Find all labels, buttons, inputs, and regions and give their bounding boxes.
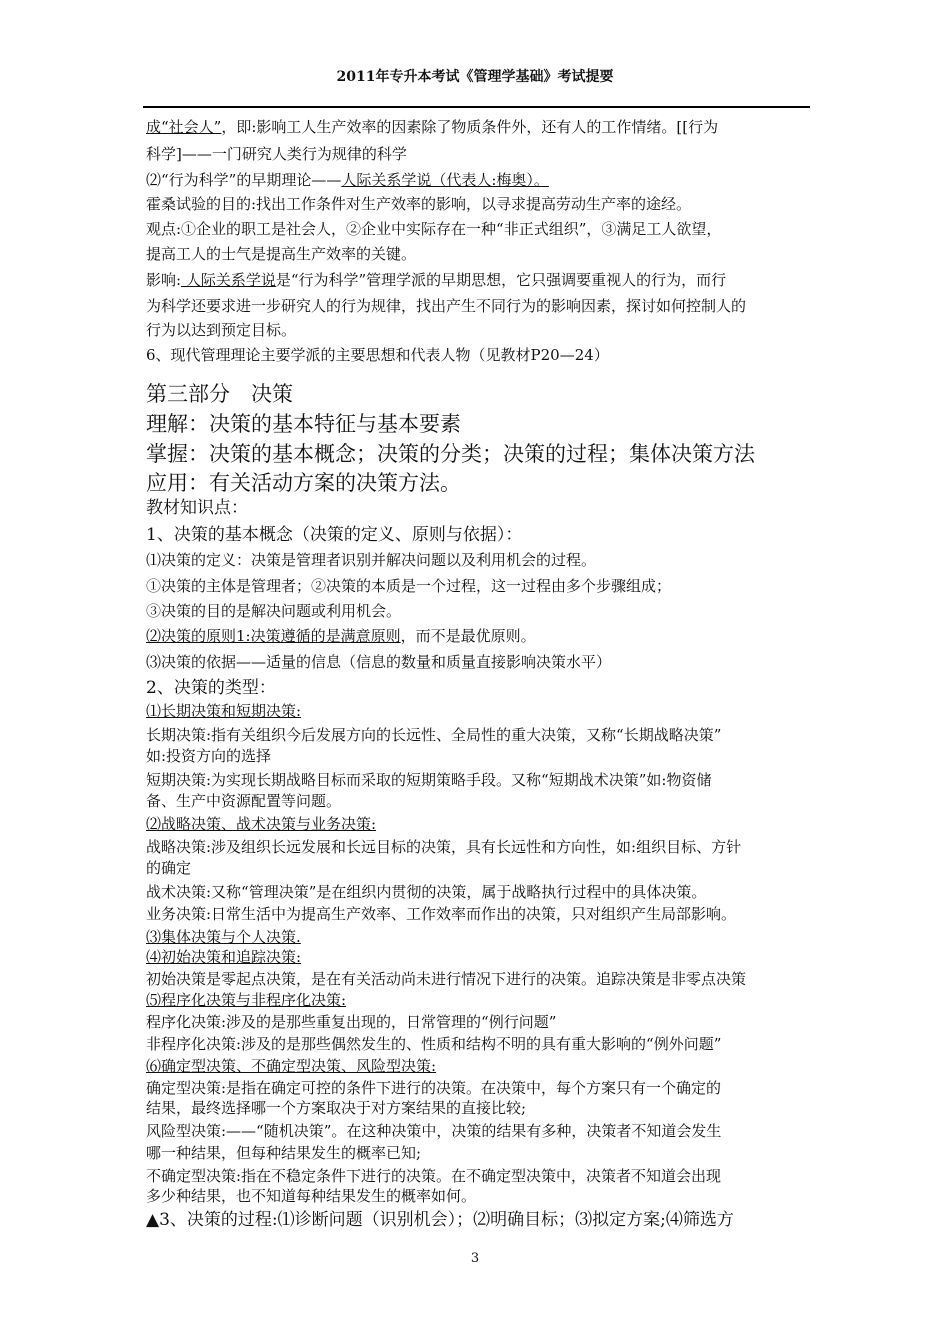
text-line (146, 270, 726, 290)
text-line (146, 194, 691, 214)
text-span: ③决策的目的是解决问题或利用机会。 (146, 602, 402, 620)
text-span: 影响: (146, 271, 182, 289)
text-line (146, 1056, 436, 1076)
text-line (146, 858, 191, 878)
underlined-text: ⑵战略决策、战术决策与业务决策: (146, 815, 377, 833)
text-line (146, 652, 611, 672)
text-line (146, 701, 301, 721)
text-span: 程序化决策:涉及的是那些重复出现的，日常管理的“例行问题” (146, 1013, 557, 1031)
text-line (146, 1121, 721, 1141)
text-line (146, 601, 401, 621)
text-line (146, 144, 407, 164)
text-line (146, 1098, 526, 1118)
text-span: 观点:①企业的职工是社会人，②企业中实际存在一种“非正式组织”，③满足工人欲望， (146, 220, 722, 238)
text-span: 战略决策:涉及组织长远发展和长远目标的决策，具有长远性和方向性，如:组织目标、方针 (146, 838, 742, 856)
text-line (146, 725, 721, 745)
text-line (146, 837, 741, 857)
text-span: 短期决策:为实现长期战略目标而采取的短期策略手段。又称“短期战术决策”如:物资储 (146, 771, 712, 789)
text-span: 是“行为科学”管理学派的早期思想，它只强调要重视人的行为，而行 (275, 271, 727, 289)
underlined-text: ⑶集体决策与个人决策. (146, 928, 301, 946)
text-span: 科学]——一门研究人类行为规律的科学 (146, 145, 407, 163)
underlined-text: ⑵决策的原则1:决策遵循的是满意原则 (146, 627, 401, 645)
text-line (146, 1012, 556, 1032)
text-span: 掌握：决策的基本概念；决策的分类；决策的过程；集体决策方法 (146, 442, 755, 466)
text-line (146, 550, 596, 570)
text-span: 战术决策:又称“管理决策”是在组织内贯彻的决策，属于战略执行过程中的具体决策。 (146, 883, 707, 901)
underlined-text: 人际关系学说（代表人:梅奥）。 (341, 171, 549, 189)
text-span: 备、生产中资源配置等问题。 (146, 792, 342, 810)
page-number: 3 (470, 1251, 480, 1266)
text-span: 6、现代管理理论主要学派的主要思想和代表人物（见教材P20—24） (146, 346, 609, 364)
text-line (146, 117, 718, 137)
text-line (146, 320, 296, 340)
text-line (146, 244, 416, 264)
text-line (146, 882, 706, 902)
text-span: 结果，最终选择哪一个方案取决于对方案结果的直接比较; (146, 1099, 527, 1117)
text-span: 多少种结果，也不知道每种结果发生的概率如何。 (146, 1187, 477, 1205)
text-span: 初始决策是零起点决策，是在有关活动尚未进行情况下进行的决策。追踪决策是非零点决策 (146, 970, 747, 988)
text-span: 的确定 (146, 859, 192, 877)
text-line (146, 410, 461, 438)
text-line (146, 947, 301, 967)
text-span: 业务决策:日常生活中为提高生产效率、工作效率而作出的决策，只对组织产生局部影响。 (146, 905, 737, 923)
text-line (146, 626, 536, 646)
underlined-text: ⑸程序化决策与非程序化决策: (146, 991, 347, 1009)
text-line (146, 814, 376, 834)
text-line (146, 904, 736, 924)
text-span: 2、决策的类型： (146, 678, 276, 698)
text-line (146, 1186, 476, 1206)
text-span: 教材知识点： (146, 498, 248, 518)
text-line (146, 791, 341, 811)
text-line (146, 170, 549, 190)
text-line (146, 296, 746, 316)
text-line (146, 1034, 721, 1054)
text-line (146, 469, 461, 497)
text-line (146, 524, 522, 546)
underlined-text: ⑷初始决策和追踪决策: (146, 948, 302, 966)
text-span: 霍桑试验的目的:找出工作条件对生产效率的影响，以寻求提高劳动生产率的途经。 (146, 195, 692, 213)
text-line (146, 969, 746, 989)
text-span: 应用：有关活动方案的决策方法。 (146, 471, 461, 495)
text-span: 理解：决策的基本特征与基本要素 (146, 412, 461, 436)
text-span: 如:投资方向的选择 (146, 747, 272, 765)
text-line (146, 677, 276, 699)
underlined-text: ⑴长期决策和短期决策: (146, 702, 302, 720)
text-span: 不确定型决策:指在不稳定条件下进行的决策。在不确定型决策中，决策者不知道会出现 (146, 1167, 722, 1185)
text-line (146, 345, 609, 365)
text-span: 哪一种结果，但每种结果发生的概率已知; (146, 1144, 422, 1162)
text-line (146, 380, 293, 408)
text-span: 为科学还要求进一步研究人的行为规律，找出产生不同行为的影响因素，探讨如何控制人的 (146, 297, 747, 315)
text-span: 行为以达到预定目标。 (146, 321, 297, 339)
text-line (146, 1209, 734, 1231)
text-span: ⑵“行为科学”的早期理论—— (146, 171, 342, 189)
text-span: ，而不是最优原则。 (400, 627, 536, 645)
text-line (146, 1078, 721, 1098)
header-rule (143, 106, 810, 108)
text-span: 长期决策:指有关组织今后发展方向的长远性、全局性的重大决策，又称“长期战略决策” (146, 726, 722, 744)
text-line (146, 576, 671, 596)
underlined-text: ⑹确定型决策、不确定型决策、风险型决策: (146, 1057, 437, 1075)
text-line (146, 746, 271, 766)
text-span: 提高工人的士气是提高生产效率的关键。 (146, 245, 417, 263)
text-span: 非程序化决策:涉及的是那些偶然发生的、性质和结构不明的具有重大影响的“例外问题” (146, 1035, 722, 1053)
text-line (146, 440, 755, 468)
text-line (146, 1143, 421, 1163)
text-span: ，即:影响工人生产效率的因素除了物质条件外，还有人的工作情绪。[[行为 (221, 118, 719, 136)
text-span: ▲3、决策的过程:⑴诊断问题（识别机会）；⑵明确目标；⑶拟定方案;⑷筛选方 (146, 1210, 734, 1230)
text-line (146, 927, 301, 947)
text-span: ⑴决策的定义：决策是管理者识别并解决问题以及利用机会的过程。 (146, 551, 597, 569)
underlined-text: 成“社会人” (146, 118, 222, 136)
text-span: 确定型决策:是指在确定可控的条件下进行的决策。在决策中，每个方案只有一个确定的 (146, 1079, 722, 1097)
text-line (146, 770, 711, 790)
text-span: 1、决策的基本概念（决策的定义、原则与依据）： (146, 525, 523, 545)
underlined-text: 人际关系学说 (181, 271, 276, 289)
text-line (146, 990, 346, 1010)
page-header: 2011年专升本考试《管理学基础》考试提要 (336, 69, 614, 85)
text-line (146, 1166, 721, 1186)
text-span: ⑶决策的依据——适量的信息（信息的数量和质量直接影响决策水平） (146, 653, 612, 671)
text-line (146, 497, 248, 519)
text-line (146, 219, 721, 239)
text-span: 第三部分 决策 (146, 382, 293, 406)
text-span: ①决策的主体是管理者；②决策的本质是一个过程，这一过程由多个步骤组成； (146, 577, 672, 595)
text-span: 风险型决策:——“随机决策”。在这种决策中，决策的结果有多种，决策者不知道会发生 (146, 1122, 722, 1140)
